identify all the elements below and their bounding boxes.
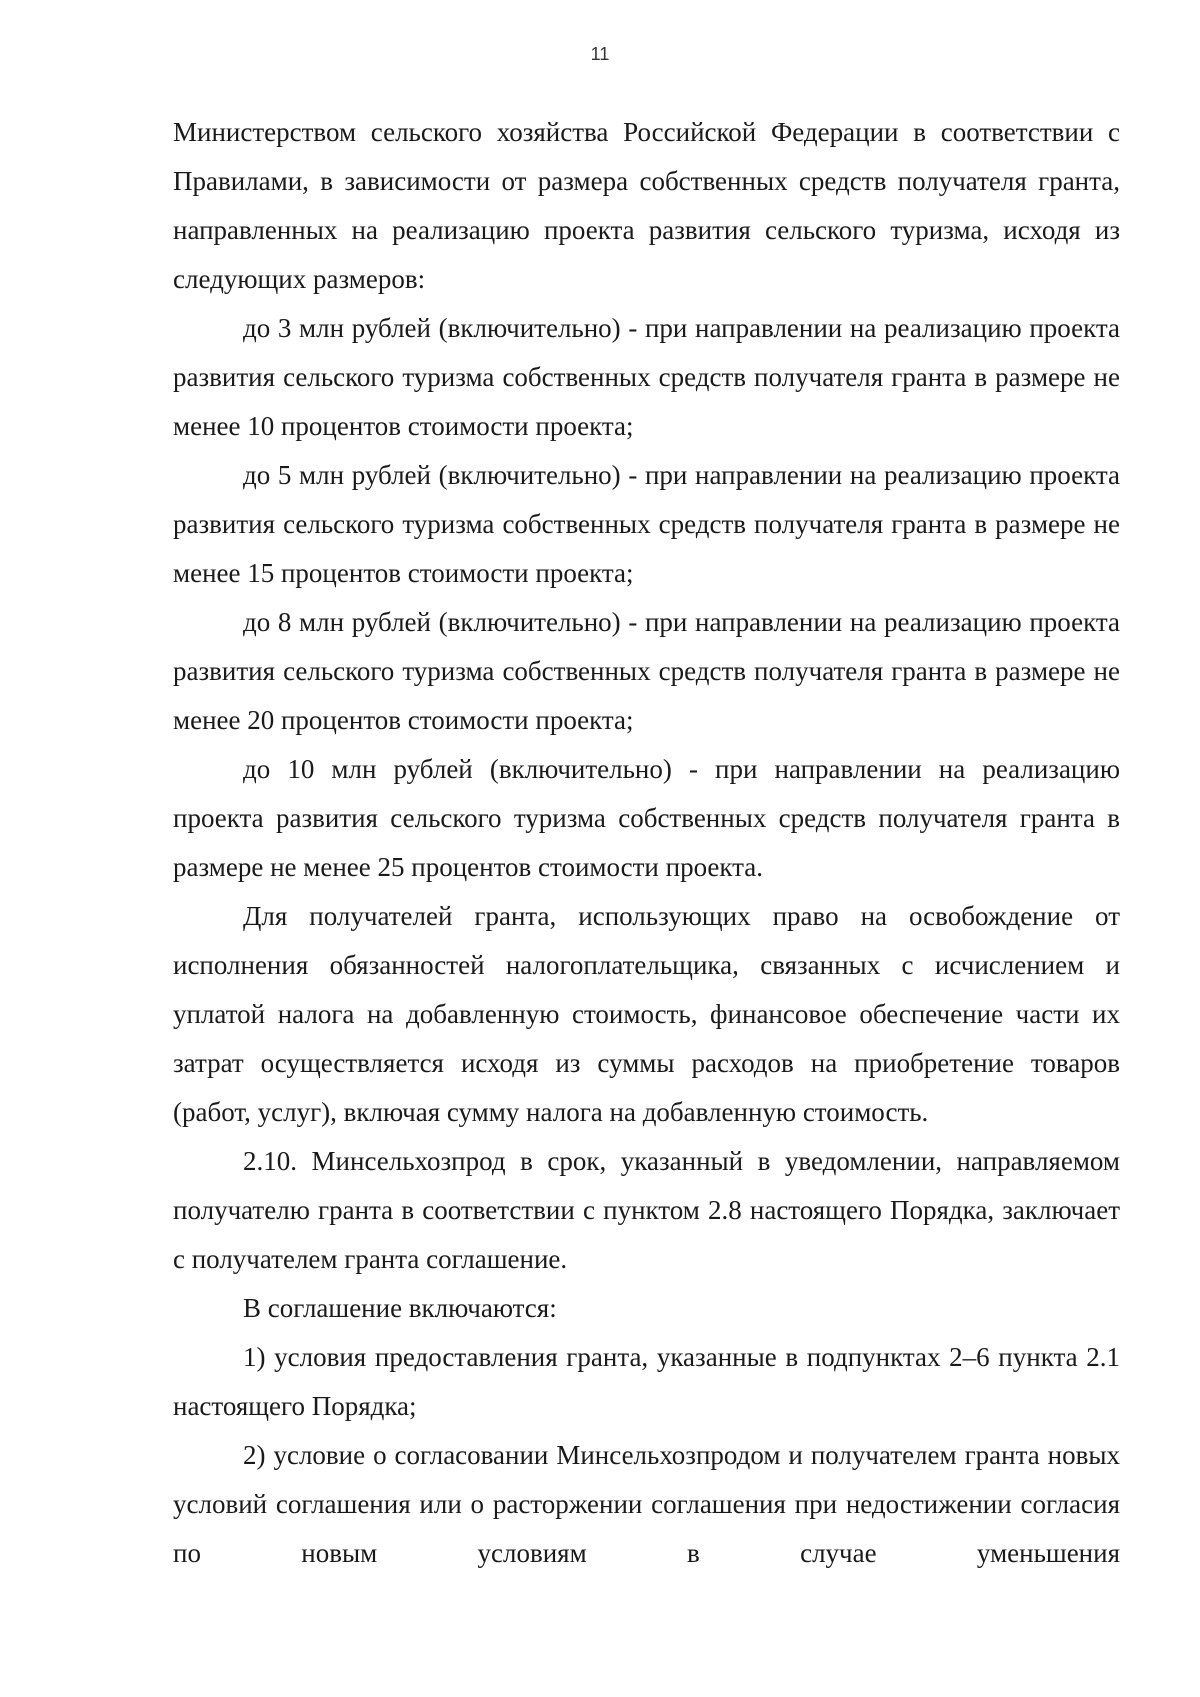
paragraph-intro: Министерством сельского хозяйства Российской Федерации в соответствии с Правилами, в зависимости от размера собственных средств получателя гранта, направленных на реализацию проекта развития сельского туризма, исходя из следующих размеров: (173, 117, 1120, 294)
paragraph-item-1: 1) условия предоставления гранта, указанные в подпунктах 2–6 пункта 2.1 настоящего Порядка; (173, 1342, 1120, 1421)
paragraph-grant-5mln: до 5 млн рублей (включительно) - при направлении на реализацию проекта развития сельского туризма собственных средств получателя гранта в размере не менее 15 процентов стоимости проекта; (173, 460, 1120, 588)
paragraph-item-2: 2) условие о согласовании Минсельхозпродом и получателем гранта новых условий соглашения или о расторжении соглашения при недостижении согласия по новым условиям в случае уменьшения (173, 1440, 1120, 1568)
document-body (173, 108, 1120, 1578)
paragraph-vat-exemption: Для получателей гранта, использующих право на освобождение от исполнения обязанностей налогоплательщика, связанных с исчислением и уплатой налога на добавленную стоимость, финансовое обеспечение части их затрат осуществляется исходя из суммы расходов на приобретение товаров (работ, услуг), включая сумму налога на добавленную стоимость. (173, 901, 1120, 1127)
page-number: 11 (590, 44, 610, 64)
paragraph-grant-10mln: до 10 млн рублей (включительно) - при направлении на реализацию проекта развития сельского туризма собственных средств получателя гранта в размере не менее 25 процентов стоимости проекта. (173, 754, 1120, 882)
paragraph-grant-3mln: до 3 млн рублей (включительно) - при направлении на реализацию проекта развития сельского туризма собственных средств получателя гранта в размере не менее 10 процентов стоимости проекта; (173, 313, 1120, 441)
paragraph-section-2-10: 2.10. Минсельхозпрод в срок, указанный в уведомлении, направляемом получателю гранта в соответствии с пунктом 2.8 настоящего Порядка, заключает с получателем гранта соглашение. (173, 1146, 1120, 1274)
paragraph-agreement-includes: В соглашение включаются: (243, 1293, 557, 1323)
paragraph-grant-8mln: до 8 млн рублей (включительно) - при направлении на реализацию проекта развития сельского туризма собственных средств получателя гранта в размере не менее 20 процентов стоимости проекта; (173, 607, 1120, 735)
